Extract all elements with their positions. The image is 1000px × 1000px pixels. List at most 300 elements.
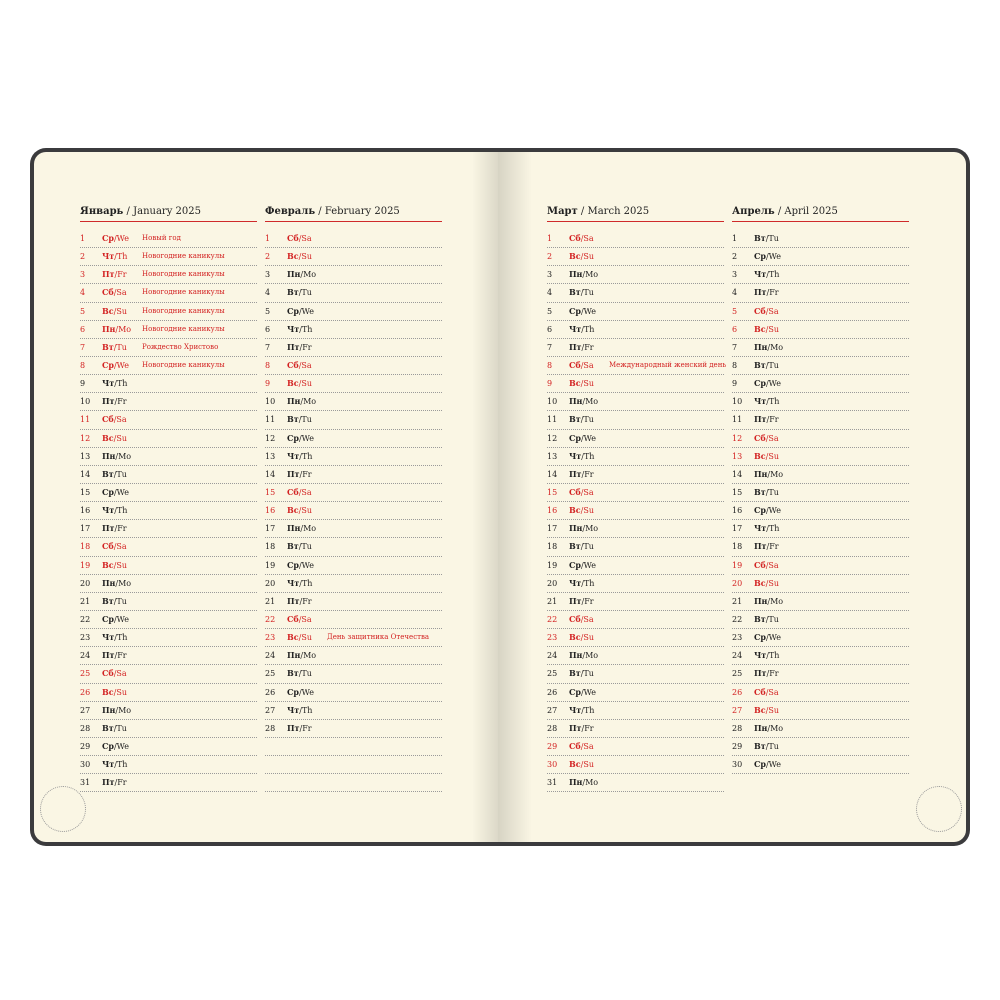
weekday-ru: Ср [287, 305, 299, 316]
weekday-en: /We [113, 614, 129, 624]
day-row [732, 284, 909, 302]
day-number: 18 [547, 542, 558, 552]
day-row [80, 629, 257, 647]
day-number: 7 [265, 342, 271, 352]
day-number: 27 [732, 705, 743, 715]
weekday-en: /We [765, 506, 781, 516]
weekday-ru: Вс [102, 559, 114, 570]
day-number: 18 [80, 542, 91, 552]
weekday-en: /We [580, 306, 596, 316]
weekday-ru: Пт [102, 523, 115, 534]
day-row [547, 466, 724, 484]
day-number: 29 [732, 741, 743, 751]
day-number: 17 [265, 524, 276, 534]
weekday-ru: Пн [102, 450, 116, 461]
weekday-ru: Ср [754, 632, 766, 643]
day-row [547, 303, 724, 321]
month-title [265, 204, 442, 222]
weekday-ru: Пн [569, 396, 583, 407]
day-row [80, 284, 257, 302]
weekday-en: /Tu [580, 415, 594, 425]
weekday-en: /Th [299, 705, 313, 715]
day-number: 30 [732, 760, 743, 770]
day-row [732, 430, 909, 448]
day-number: 26 [265, 687, 276, 697]
day-number: 3 [80, 270, 86, 280]
day-row [80, 484, 257, 502]
weekday-ru: Вс [754, 704, 766, 715]
day-number: 25 [80, 669, 91, 679]
weekday-en: /Fr [581, 342, 594, 352]
weekday-en: /Sa [580, 614, 594, 624]
weekday-ru: Чт [287, 450, 300, 461]
weekday-ru: Ср [569, 559, 581, 570]
day-number: 19 [547, 560, 558, 570]
weekday-en: /Mo [582, 397, 599, 407]
day-row [265, 720, 442, 738]
weekday-ru: Вс [569, 632, 581, 643]
weekday-en: /Fr [114, 651, 127, 661]
weekday-en: /Tu [113, 596, 127, 606]
day-number: 6 [547, 324, 553, 334]
weekday-en: /Mo [300, 524, 317, 534]
weekday-ru: Пн [754, 722, 768, 733]
day-row [265, 502, 442, 520]
day-row [80, 593, 257, 611]
weekday-en: /We [298, 560, 314, 570]
weekday-ru: Вс [287, 632, 299, 643]
day-row [547, 230, 724, 248]
day-row [547, 720, 724, 738]
weekday-en: /Th [299, 324, 313, 334]
day-number: 25 [547, 669, 558, 679]
weekday-ru: Ср [754, 378, 766, 389]
weekday-ru: Пн [754, 595, 768, 606]
weekday-en: /Mo [767, 469, 784, 479]
weekday-ru: Вт [569, 668, 581, 679]
day-row [732, 411, 909, 429]
weekday-en: /Sa [580, 360, 594, 370]
weekday-en: /Sa [113, 415, 127, 425]
weekday-ru: Вт [102, 341, 114, 352]
weekday-ru: Чт [569, 450, 582, 461]
weekday-ru: Сб [754, 686, 766, 697]
day-row [265, 303, 442, 321]
month-name-en: January 2025 [133, 206, 201, 217]
day-number: 10 [547, 397, 558, 407]
day-row [547, 502, 724, 520]
day-row [732, 629, 909, 647]
day-row [547, 647, 724, 665]
weekday-en: /Su [113, 560, 127, 570]
day-number: 5 [80, 306, 86, 316]
weekday-en: /We [765, 252, 781, 262]
day-row [547, 520, 724, 538]
day-number: 10 [265, 397, 276, 407]
day-row [80, 230, 257, 248]
weekday-ru: Вс [102, 305, 114, 316]
day-row [265, 284, 442, 302]
weekday-en: /Su [113, 687, 127, 697]
weekday-en: /Mo [300, 651, 317, 661]
weekday-ru: Чт [102, 632, 115, 643]
day-number: 13 [80, 451, 91, 461]
day-row [732, 266, 909, 284]
day-number: 14 [547, 469, 558, 479]
weekday-en: /Sa [765, 560, 779, 570]
day-row [80, 738, 257, 756]
left-page [34, 152, 498, 842]
day-row [732, 375, 909, 393]
day-row [732, 303, 909, 321]
day-number: 9 [732, 379, 738, 389]
weekday-en: /Th [581, 578, 595, 588]
month-february [265, 204, 442, 792]
day-row [265, 248, 442, 266]
day-number: 20 [732, 578, 743, 588]
day-number: 21 [80, 596, 91, 606]
weekday-ru: Ср [754, 251, 766, 262]
weekday-en: /We [765, 633, 781, 643]
weekday-ru: Вс [569, 378, 581, 389]
day-row [547, 702, 724, 720]
weekday-ru: Чт [287, 704, 300, 715]
weekday-en: /Mo [767, 723, 784, 733]
month-title [547, 204, 724, 222]
weekday-en: /Sa [113, 542, 127, 552]
holiday-label: Новогодние каникулы [142, 324, 225, 333]
weekday-ru: Вс [102, 686, 114, 697]
day-number: 28 [547, 723, 558, 733]
day-number: 14 [265, 469, 276, 479]
day-number: 4 [732, 288, 738, 298]
day-number: 24 [265, 651, 276, 661]
weekday-ru: Чт [102, 505, 115, 516]
weekday-en: /Sa [580, 487, 594, 497]
weekday-en: /Fr [766, 415, 779, 425]
weekday-en: /Sa [298, 487, 312, 497]
month-name-en: March 2025 [587, 206, 650, 217]
day-row [265, 611, 442, 629]
weekday-en: /Fr [299, 596, 312, 606]
weekday-en: /We [113, 487, 129, 497]
day-number: 10 [732, 397, 743, 407]
weekday-en: /Th [114, 252, 128, 262]
day-row [265, 538, 442, 556]
day-row [80, 248, 257, 266]
weekday-en: /Mo [582, 651, 599, 661]
day-row [265, 520, 442, 538]
month-april [732, 204, 909, 774]
weekday-en: /Th [766, 270, 780, 280]
weekday-en: /Tu [765, 614, 779, 624]
weekday-ru: Пт [102, 269, 115, 280]
day-row [265, 647, 442, 665]
day-row [547, 411, 724, 429]
weekday-en: /Sa [298, 234, 312, 243]
day-row [80, 611, 257, 629]
day-row [80, 575, 257, 593]
day-number: 12 [80, 433, 91, 443]
day-number: 20 [265, 578, 276, 588]
day-row [80, 266, 257, 284]
holiday-label: Новогодние каникулы [142, 270, 225, 279]
month-name-en: April 2025 [784, 206, 838, 217]
day-row [732, 684, 909, 702]
day-number: 22 [80, 614, 91, 624]
day-row [547, 557, 724, 575]
weekday-ru: Сб [569, 233, 581, 243]
weekday-en: /Su [580, 379, 594, 389]
day-row [547, 774, 724, 792]
month-separator: / [315, 206, 325, 217]
day-row [547, 538, 724, 556]
weekday-ru: Чт [569, 704, 582, 715]
day-row [265, 321, 442, 339]
weekday-ru: Пн [287, 396, 301, 407]
weekday-ru: Сб [102, 668, 114, 679]
weekday-ru: Пн [287, 523, 301, 534]
weekday-ru: Вс [287, 505, 299, 516]
day-number: 19 [80, 560, 91, 570]
weekday-en: /Tu [580, 542, 594, 552]
weekday-en: /Su [580, 506, 594, 516]
weekday-ru: Вт [569, 287, 581, 298]
day-number: 16 [547, 506, 558, 516]
weekday-en: /Su [580, 633, 594, 643]
weekday-en: /Fr [766, 669, 779, 679]
day-number: 13 [732, 451, 743, 461]
weekday-ru: Чт [569, 577, 582, 588]
weekday-en: /Tu [113, 723, 127, 733]
day-number: 21 [265, 596, 276, 606]
day-number: 13 [547, 451, 558, 461]
day-number: 8 [80, 360, 86, 370]
holiday-label: Новогодние каникулы [142, 360, 225, 369]
day-number: 8 [547, 360, 553, 370]
day-number: 14 [80, 469, 91, 479]
day-row [547, 611, 724, 629]
weekday-en: /Tu [113, 342, 127, 352]
weekday-en: /Sa [113, 288, 127, 298]
day-row [265, 393, 442, 411]
day-number: 1 [265, 234, 271, 243]
weekday-ru: Чт [287, 577, 300, 588]
day-number: 20 [547, 578, 558, 588]
day-row [547, 339, 724, 357]
weekday-en: /We [113, 741, 129, 751]
day-row [80, 303, 257, 321]
weekday-ru: Вс [569, 759, 581, 770]
day-row [732, 448, 909, 466]
day-row [547, 629, 724, 647]
day-number: 17 [732, 524, 743, 534]
weekday-en: /Th [114, 506, 128, 516]
weekday-en: /We [765, 379, 781, 389]
day-row [265, 375, 442, 393]
weekday-en: /Tu [298, 288, 312, 298]
day-number: 15 [547, 487, 558, 497]
weekday-en: /Su [765, 324, 779, 334]
day-number: 9 [265, 379, 271, 389]
weekday-en: /Sa [580, 234, 594, 243]
day-row [547, 357, 727, 375]
weekday-en: /Tu [298, 415, 312, 425]
weekday-ru: Вс [569, 505, 581, 516]
day-row [80, 538, 257, 556]
month-name-en: February 2025 [324, 206, 400, 217]
weekday-ru: Сб [754, 305, 766, 316]
weekday-ru: Чт [754, 523, 767, 534]
month-name-ru: Февраль [265, 206, 316, 217]
weekday-ru: Пн [754, 468, 768, 479]
day-row [732, 393, 909, 411]
weekday-ru: Ср [102, 359, 114, 370]
weekday-en: /Su [580, 252, 594, 262]
weekday-en: /Sa [113, 669, 127, 679]
weekday-ru: Пт [754, 541, 767, 552]
day-row [80, 321, 257, 339]
weekday-en: /We [113, 360, 129, 370]
day-number: 22 [547, 614, 558, 624]
day-number: 26 [547, 687, 558, 697]
weekday-en: /Fr [299, 723, 312, 733]
weekday-ru: Сб [102, 287, 114, 298]
weekday-en: /Su [765, 705, 779, 715]
day-number: 23 [547, 633, 558, 643]
empty-row [265, 738, 442, 756]
day-row [547, 756, 724, 774]
weekday-en: /Mo [767, 342, 784, 352]
weekday-en: /Tu [765, 360, 779, 370]
day-number: 5 [732, 306, 738, 316]
weekday-ru: Чт [102, 759, 115, 770]
weekday-en: /Th [299, 578, 313, 588]
day-list [732, 230, 909, 774]
day-row [547, 575, 724, 593]
weekday-en: /Su [298, 506, 312, 516]
holiday-label: День защитника Отечества [327, 633, 430, 642]
weekday-ru: Ср [569, 432, 581, 443]
day-row [547, 448, 724, 466]
weekday-ru: Вт [754, 233, 766, 243]
weekday-en: /Tu [765, 234, 779, 243]
day-number: 9 [80, 379, 86, 389]
day-row [80, 702, 257, 720]
day-row [732, 538, 909, 556]
gutter-shadow-right [498, 152, 532, 842]
empty-row [265, 774, 442, 792]
day-row [732, 593, 909, 611]
weekday-en: /Mo [582, 778, 599, 788]
empty-row [265, 756, 442, 774]
day-row [265, 702, 442, 720]
weekday-ru: Сб [287, 613, 299, 624]
day-number: 4 [80, 288, 86, 298]
gutter-shadow-left [472, 152, 498, 842]
day-row [732, 575, 909, 593]
month-separator: / [577, 206, 588, 217]
weekday-ru: Вс [569, 251, 581, 262]
weekday-en: /Mo [115, 578, 132, 588]
day-number: 31 [80, 778, 91, 788]
day-row [80, 411, 257, 429]
weekday-ru: Сб [569, 359, 581, 370]
day-row [732, 339, 909, 357]
day-row [547, 593, 724, 611]
weekday-ru: Пн [569, 777, 583, 788]
weekday-ru: Пт [102, 650, 115, 661]
day-number: 4 [547, 288, 553, 298]
weekday-ru: Пн [102, 577, 116, 588]
day-row [265, 665, 442, 683]
weekday-ru: Сб [569, 613, 581, 624]
weekday-ru: Вт [102, 595, 114, 606]
weekday-en: /Sa [298, 360, 312, 370]
weekday-ru: Чт [754, 269, 767, 280]
day-number: 12 [265, 433, 276, 443]
day-row [80, 339, 257, 357]
day-number: 3 [547, 270, 553, 280]
weekday-ru: Пт [569, 722, 582, 733]
day-row [732, 502, 909, 520]
day-list [80, 230, 257, 792]
day-number: 29 [80, 741, 91, 751]
day-number: 26 [80, 687, 91, 697]
weekday-ru: Пт [287, 341, 300, 352]
day-number: 28 [265, 723, 276, 733]
day-number: 25 [732, 669, 743, 679]
weekday-en: /Su [298, 379, 312, 389]
month-title [732, 204, 909, 222]
holiday-label: Новый год [142, 234, 181, 242]
weekday-ru: Ср [754, 759, 766, 770]
month-name-ru: Март [547, 206, 578, 217]
weekday-en: /Tu [298, 669, 312, 679]
day-number: 26 [732, 687, 743, 697]
day-row [265, 448, 442, 466]
weekday-ru: Чт [754, 396, 767, 407]
weekday-en: /Tu [113, 469, 127, 479]
weekday-en: /We [580, 560, 596, 570]
weekday-ru: Сб [754, 559, 766, 570]
weekday-ru: Чт [102, 251, 115, 262]
weekday-en: /We [298, 306, 314, 316]
day-row [732, 321, 909, 339]
weekday-en: /Su [113, 306, 127, 316]
weekday-ru: Пн [569, 269, 583, 280]
day-number: 5 [547, 306, 553, 316]
day-row [732, 557, 909, 575]
day-number: 23 [732, 633, 743, 643]
day-list [265, 230, 442, 792]
month-name-ru: Апрель [732, 206, 775, 217]
day-number: 1 [547, 234, 553, 243]
weekday-ru: Ср [287, 559, 299, 570]
day-number: 8 [732, 360, 738, 370]
weekday-en: /Th [581, 324, 595, 334]
day-number: 27 [265, 705, 276, 715]
weekday-en: /We [113, 234, 129, 243]
day-row [265, 684, 442, 702]
day-number: 23 [80, 633, 91, 643]
weekday-ru: Ср [569, 686, 581, 697]
month-name-ru: Январь [80, 206, 124, 217]
weekday-en: /Mo [300, 397, 317, 407]
weekday-ru: Вт [102, 468, 114, 479]
day-number: 24 [547, 651, 558, 661]
day-number: 17 [547, 524, 558, 534]
